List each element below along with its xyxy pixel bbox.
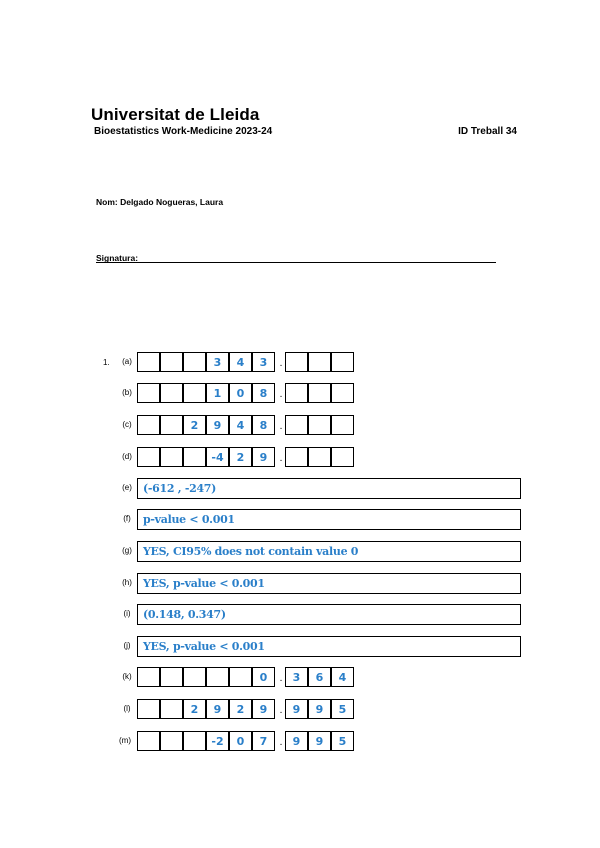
- digit-cell-m-int-4[interactable]: 0: [229, 731, 252, 751]
- digit-cell-k-int-4[interactable]: [229, 667, 252, 687]
- digit-cell-b-int-0[interactable]: [137, 383, 160, 403]
- answer-box-g[interactable]: YES, CI95% does not contain value 0: [137, 541, 521, 562]
- digit-cell-k-int-0[interactable]: [137, 667, 160, 687]
- digit-cell-m-int-2[interactable]: [183, 731, 206, 751]
- digit-cell-l-dec-2[interactable]: 5: [331, 699, 354, 719]
- digit-cell-a-int-0[interactable]: [137, 352, 160, 372]
- item-label-a: (a): [122, 357, 132, 366]
- digit-cell-b-int-1[interactable]: [160, 383, 183, 403]
- digit-cell-k-int-5[interactable]: 0: [252, 667, 275, 687]
- item-label-d: (d): [122, 452, 132, 461]
- digit-cell-b-dec-0[interactable]: [285, 383, 308, 403]
- digit-cell-c-int-3[interactable]: 9: [206, 415, 229, 435]
- digit-cell-m-dec-2[interactable]: 5: [331, 731, 354, 751]
- digit-cell-d-int-1[interactable]: [160, 447, 183, 467]
- answer-box-j[interactable]: YES, p-value < 0.001: [137, 636, 521, 657]
- digit-cell-k-int-1[interactable]: [160, 667, 183, 687]
- digit-cell-d-int-5[interactable]: 9: [252, 447, 275, 467]
- digit-cell-c-dec-0[interactable]: [285, 415, 308, 435]
- digit-cell-b-dec-2[interactable]: [331, 383, 354, 403]
- decimal-point-m: .: [279, 737, 283, 748]
- decimal-point-a: .: [279, 358, 283, 369]
- digit-cell-a-dec-1[interactable]: [308, 352, 331, 372]
- digit-cell-l-int-2[interactable]: 2: [183, 699, 206, 719]
- university-title: Universitat de Lleida: [91, 105, 260, 124]
- question-number: 1.: [103, 358, 110, 367]
- digit-cell-m-int-3[interactable]: -2: [206, 731, 229, 751]
- course-title: Bioestatistics Work-Medicine 2023-24: [94, 126, 273, 137]
- digit-cell-c-dec-2[interactable]: [331, 415, 354, 435]
- digit-cell-m-int-5[interactable]: 7: [252, 731, 275, 751]
- decimal-point-c: .: [279, 421, 283, 432]
- digit-cell-l-int-3[interactable]: 9: [206, 699, 229, 719]
- digit-cell-k-dec-1[interactable]: 6: [308, 667, 331, 687]
- digit-cell-l-dec-1[interactable]: 9: [308, 699, 331, 719]
- digit-cell-a-int-2[interactable]: [183, 352, 206, 372]
- digit-cell-c-int-0[interactable]: [137, 415, 160, 435]
- item-label-i: (i): [123, 609, 131, 618]
- digit-cell-l-int-5[interactable]: 9: [252, 699, 275, 719]
- digit-cell-l-int-1[interactable]: [160, 699, 183, 719]
- digit-cell-m-dec-1[interactable]: 9: [308, 731, 331, 751]
- digit-cell-m-int-1[interactable]: [160, 731, 183, 751]
- item-label-k: (k): [122, 672, 132, 681]
- digit-cell-a-dec-0[interactable]: [285, 352, 308, 372]
- item-label-h: (h): [122, 578, 132, 587]
- digit-cell-b-int-5[interactable]: 8: [252, 383, 275, 403]
- item-label-f: (f): [123, 514, 131, 523]
- digit-cell-d-dec-2[interactable]: [331, 447, 354, 467]
- digit-cell-b-int-2[interactable]: [183, 383, 206, 403]
- digit-cell-m-dec-0[interactable]: 9: [285, 731, 308, 751]
- answer-box-h[interactable]: YES, p-value < 0.001: [137, 573, 521, 594]
- answer-box-f[interactable]: p-value < 0.001: [137, 509, 521, 530]
- digit-cell-a-int-1[interactable]: [160, 352, 183, 372]
- digit-cell-d-int-0[interactable]: [137, 447, 160, 467]
- item-label-c: (c): [122, 420, 132, 429]
- digit-cell-a-int-5[interactable]: 3: [252, 352, 275, 372]
- item-label-l: (l): [123, 704, 131, 713]
- digit-cell-m-int-0[interactable]: [137, 731, 160, 751]
- item-label-g: (g): [122, 546, 132, 555]
- answer-box-e[interactable]: (-612 , -247): [137, 478, 521, 499]
- digit-cell-k-int-2[interactable]: [183, 667, 206, 687]
- digit-cell-l-int-4[interactable]: 2: [229, 699, 252, 719]
- item-label-m: (m): [119, 736, 131, 745]
- decimal-point-l: .: [279, 705, 283, 716]
- answer-box-i[interactable]: (0.148, 0.347): [137, 604, 521, 625]
- digit-cell-a-dec-2[interactable]: [331, 352, 354, 372]
- digit-cell-d-int-4[interactable]: 2: [229, 447, 252, 467]
- digit-cell-l-dec-0[interactable]: 9: [285, 699, 308, 719]
- digit-cell-a-int-3[interactable]: 3: [206, 352, 229, 372]
- digit-cell-c-int-5[interactable]: 8: [252, 415, 275, 435]
- digit-cell-a-int-4[interactable]: 4: [229, 352, 252, 372]
- signature-line: [96, 262, 496, 263]
- digit-cell-k-dec-2[interactable]: 4: [331, 667, 354, 687]
- digit-cell-c-dec-1[interactable]: [308, 415, 331, 435]
- digit-cell-k-dec-0[interactable]: 3: [285, 667, 308, 687]
- digit-cell-d-int-3[interactable]: -4: [206, 447, 229, 467]
- item-label-b: (b): [122, 388, 132, 397]
- digit-cell-d-dec-0[interactable]: [285, 447, 308, 467]
- digit-cell-b-int-4[interactable]: 0: [229, 383, 252, 403]
- digit-cell-c-int-4[interactable]: 4: [229, 415, 252, 435]
- digit-cell-d-dec-1[interactable]: [308, 447, 331, 467]
- digit-cell-b-dec-1[interactable]: [308, 383, 331, 403]
- student-name: Nom: Delgado Nogueras, Laura: [96, 197, 224, 207]
- decimal-point-k: .: [279, 673, 283, 684]
- item-label-e: (e): [122, 483, 132, 492]
- digit-cell-d-int-2[interactable]: [183, 447, 206, 467]
- digit-cell-l-int-0[interactable]: [137, 699, 160, 719]
- digit-cell-c-int-2[interactable]: 2: [183, 415, 206, 435]
- digit-cell-c-int-1[interactable]: [160, 415, 183, 435]
- item-label-j: (j): [123, 641, 131, 650]
- treball-id: ID Treball 34: [458, 126, 517, 137]
- decimal-point-d: .: [279, 453, 283, 464]
- digit-cell-b-int-3[interactable]: 1: [206, 383, 229, 403]
- digit-cell-k-int-3[interactable]: [206, 667, 229, 687]
- decimal-point-b: .: [279, 389, 283, 400]
- signature-label: Signatura:: [96, 253, 139, 263]
